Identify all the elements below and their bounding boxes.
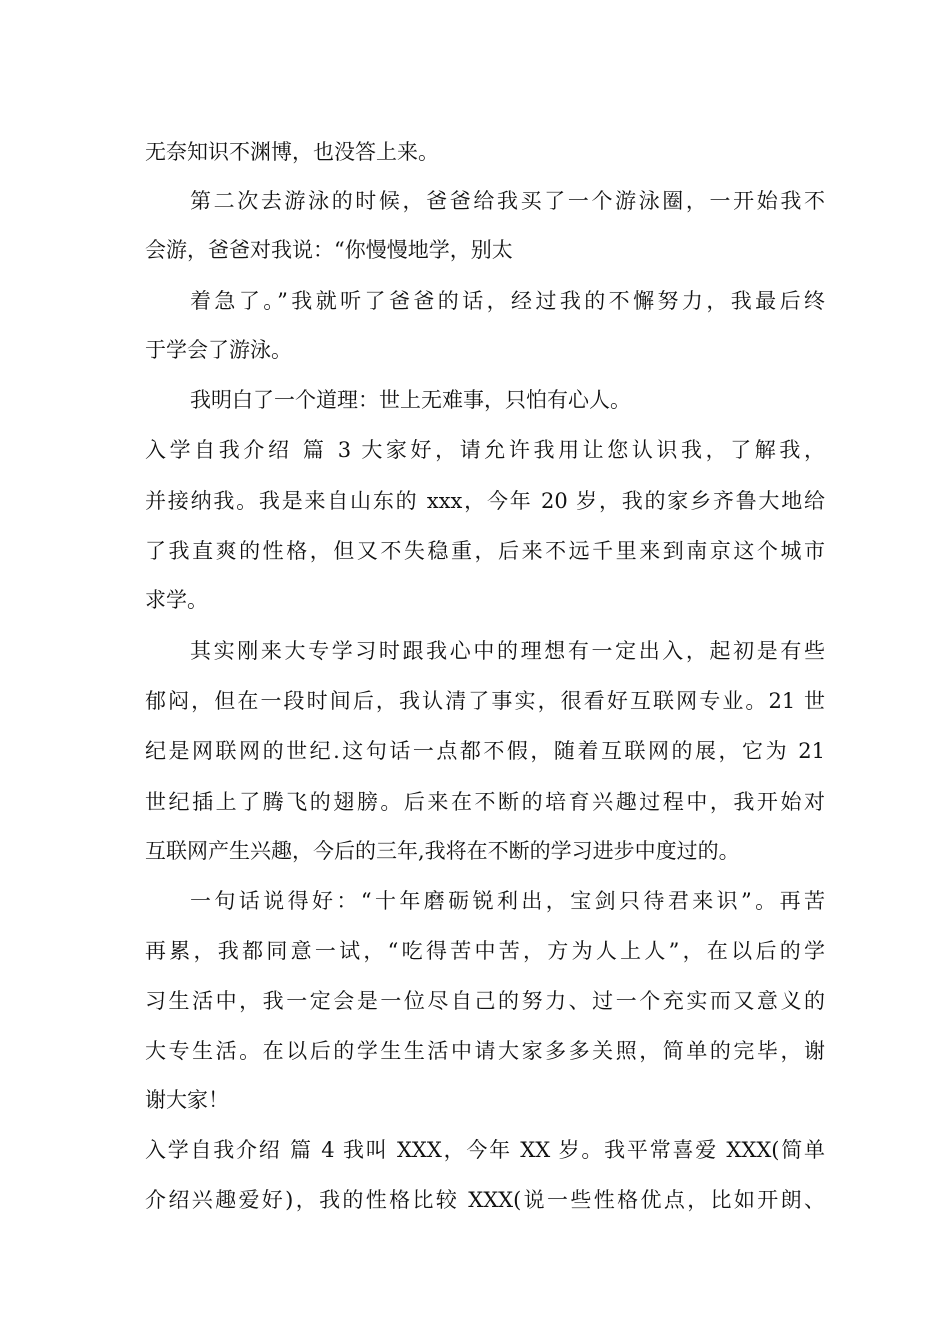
text-line: 会游，爸爸对我说：“你慢慢地学，别太 <box>145 238 513 262</box>
text-line: 了我直爽的性格，但又不失稳重，后来不远千里来到南京这个城市 <box>145 539 825 563</box>
text-line: 我明白了一个道理：世上无难事，只怕有心人。 <box>190 388 631 412</box>
text-line: 着急了。”我就听了爸爸的话，经过我的不懈努力，我最后终 <box>190 289 825 313</box>
text-line: 第二次去游泳的时候，爸爸给我买了一个游泳圈，一开始我不 <box>190 189 825 213</box>
text-line: 纪是网联网的世纪.这句话一点都不假，随着互联网的展，它为 21 <box>145 739 825 763</box>
text-line: 互联网产生兴趣，今后的三年,我将在不断的学习进步中度过的。 <box>145 839 740 863</box>
text-line: 并接纳我。我是来自山东的 xxx，今年 20 岁，我的家乡齐鲁大地给 <box>145 489 825 513</box>
text-line: 于学会了游泳。 <box>145 338 292 362</box>
text-line: 求学。 <box>145 588 208 612</box>
text-line: 大专生活。在以后的学生生活中请大家多多关照，简单的完毕，谢 <box>145 1039 825 1063</box>
text-line: 再累，我都同意一试，“吃得苦中苦，方为人上人”，在以后的学 <box>145 939 825 963</box>
text-line: 郁闷，但在一段时间后，我认清了事实，很看好互联网专业。21 世 <box>145 689 825 713</box>
text-line: 世纪插上了腾飞的翅膀。后来在不断的培育兴趣过程中，我开始对 <box>145 790 825 814</box>
section-heading-line: 入学自我介绍 篇 4 我叫 XXX，今年 XX 岁。我平常喜爱 XXX(简单 <box>145 1138 825 1162</box>
text-line: 谢大家！ <box>145 1088 229 1112</box>
text-line: 习生活中，我一定会是一位尽自己的努力、过一个充实而又意义的 <box>145 989 825 1013</box>
text-line: 无奈知识不渊博，也没答上来。 <box>145 140 439 164</box>
text-line: 其实刚来大专学习时跟我心中的理想有一定出入，起初是有些 <box>190 639 825 663</box>
section-heading-line: 入学自我介绍 篇 3 大家好，请允许我用让您认识我，了解我， <box>145 438 825 462</box>
text-line: 一句话说得好：“十年磨砺锐利出，宝剑只待君来识”。再苦 <box>190 889 825 913</box>
text-line: 介绍兴趣爱好)，我的性格比较 XXX(说一些性格优点，比如开朗、 <box>145 1188 825 1212</box>
